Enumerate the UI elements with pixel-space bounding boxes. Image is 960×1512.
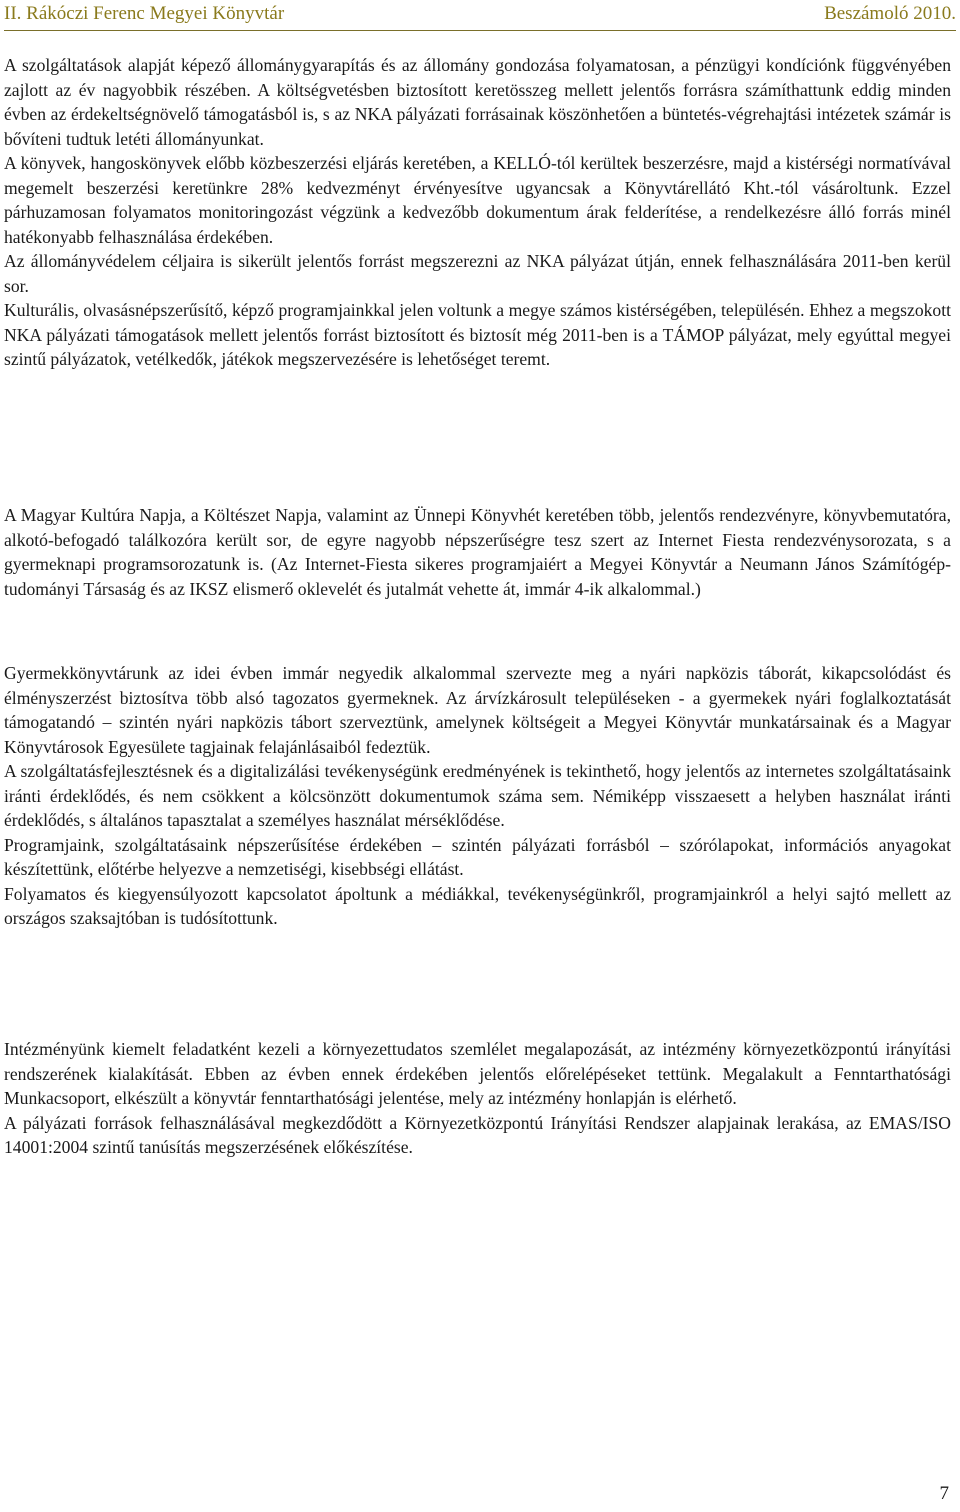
paragraph: Programjaink, szolgáltatásaink népszerűsítése érdekében – szintén pályázati forrásból – szórólapokat, információs anyagokat készítettünk, előtérbe helyezve a nemzetiségi, kisebbségi ellátást.: [4, 834, 951, 879]
page-header: [4, 0, 956, 31]
paragraph: Intézményünk kiemelt feladatként kezeli a környezettudatos szemlélet megalapozását, az intézmény környezetközpontú irányítási rendszerének kialakítását. Ebben az évben ennek érdekében jelentős előrelépéseket tettünk. Megalakult a Fenntarthatósági Munkacsoport, elkészült a könyvtár fenntarthatósági jelentése, mely az intézmény honlapján is elérhető.: [4, 1039, 951, 1108]
paragraph: Kulturális, olvasásnépszerűsítő, képző programjainkkal jelen voltunk a megye számos kistérségében, településén. Ehhez a megszokott NKA pályázati támogatások mellett jelentős forrást biztosított és biztosít még 2011-ben is a TÁMOP pályázat, mely egyúttal megyei szintű pályázatok, vetélkedők, játékok megszervezésére is lehetőséget teremt.: [4, 300, 951, 369]
paragraph: Gyermekkönyvtárunk az idei évben immár negyedik alkalommal szervezte meg a nyári napközis táborát, kikapcsolódást és élményszerzést biztosítva több alsó tagozatos gyermeknek. Az árvízkárosult településeken - a gyermekek nyári foglalkoztatását támogatandó – szintén nyári napközis tábort szerveztünk, amelynek költségeit a Megyei Könyvtár munkatársainak és a Magyar Könyvtárosok Egyesülete tagjainak felajánlásaiból fedeztük.: [4, 663, 951, 757]
header-library-name: II. Rákóczi Ferenc Megyei Könyvtár: [4, 3, 285, 24]
page-number: 7: [939, 1483, 949, 1504]
text-block-environment: [4, 1037, 951, 1160]
paragraph: A könyvek, hangoskönyvek előbb közbeszerzési eljárás keretében, a KELLÓ-tól kerültek beszerzésre, majd a kistérségi normatívával megemelt beszerzési keretünkre 28% kedvezményt érvényesítve ugyancsak a Könyvtárellátó Kht.-tól vásároltunk. Ezzel párhuzamosan folyamatos monitoringozást végzünk a kedvezőbb dokumentum árak felderítése, a rendelkezésre álló forrás minél hatékonyabb felhasználása érdekében.: [4, 153, 951, 247]
text-block-events: [4, 503, 951, 601]
text-block-collection: [4, 53, 951, 372]
paragraph: A pályázati források felhasználásával megkezdődött a Környezetközpontú Irányítási Rendszer alapjainak lerakása, az EMAS/ISO 14001:2004 szintű tanúsítás megszerzésének előkészítése.: [4, 1112, 951, 1157]
paragraph: Az állományvédelem céljaira is sikerült jelentős forrást megszerezni az NKA pályázat útján, ennek felhasználására 2011-ben kerül sor.: [4, 251, 951, 296]
paragraph: A szolgáltatások alapját képező állománygyarapítás és az állomány gondozása folyamatosan, a pénzügyi kondíciónk függvényében zajlott az év nagyobbik részében. A költségvetésben biztosított keretösszeg mellett jelentős forrásra számíthattunk eddig minden évben az érdekeltségnövelő támogatásból is, s az NKA pályázati forrásainak köszönhetően a büntetés-végrehajtási intézetek számár is bővíteni tudtuk letéti állományunkat.: [4, 55, 951, 149]
header-report-title: Beszámoló 2010.: [824, 3, 956, 24]
paragraph: A Magyar Kultúra Napja, a Költészet Napja, valamint az Ünnepi Könyvhét keretében több, jelentős rendezvényre, könyvbemutatóra, alkotó-befogadó találkozóra került sor, de egyre nagyobb népszerűségre tesz szert az Internet Fiesta rendezvénysorozata, s a gyermeknapi programsorozatunk is. (Az Internet-Fiesta sikeres programjaiért a Megyei Könyvtár a Neumann János Számítógép-tudományi Társaság és az IKSZ elismerő oklevelét és jutalmát vehette át, immár 4-ik alkalommal.): [4, 505, 951, 599]
paragraph: A szolgáltatásfejlesztésnek és a digitalizálási tevékenységünk eredményének is tekinthető, hogy jelentős az internetes szolgáltatásaink iránti érdeklődés, és nem csökkent a kölcsönzött dokumentumok száma sem. Némiképp visszaesett a helyben használat iránti érdeklődés, s általános tapasztalat a személyes használat mérséklődése.: [4, 761, 951, 830]
paragraph: Folyamatos és kiegyensúlyozott kapcsolatot ápoltunk a médiákkal, tevékenységünkről, programjainkról a helyi sajtó mellett az országos szaksajtóban is tudósítottunk.: [4, 883, 951, 928]
text-block-children-services: [4, 661, 951, 931]
